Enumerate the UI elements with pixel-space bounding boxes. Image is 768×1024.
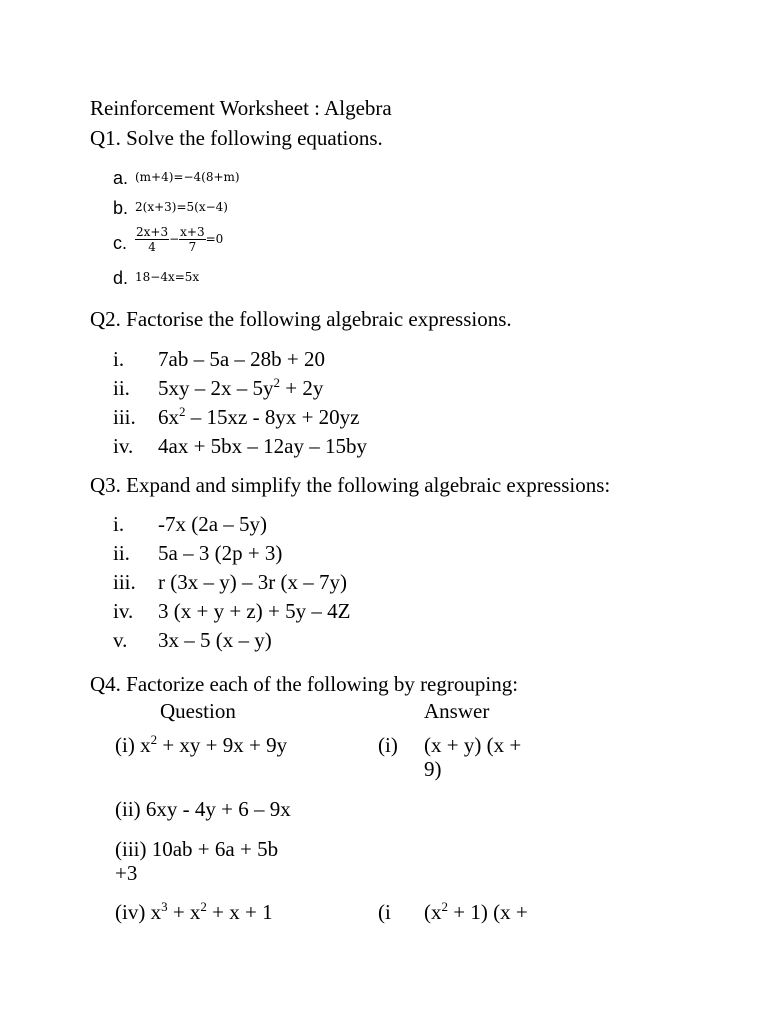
worksheet-title: Reinforcement Worksheet : Algebra bbox=[90, 96, 392, 120]
q1-item-label: d. bbox=[113, 268, 129, 288]
q4-question bbox=[115, 733, 287, 757]
expression-part: + 1) (x + bbox=[448, 900, 528, 924]
expression-part: (i) x bbox=[115, 733, 151, 757]
q2-item-label: iii. bbox=[113, 405, 136, 429]
fraction-numerator: 2x+3 bbox=[136, 225, 169, 239]
expression-part: 6x bbox=[158, 405, 179, 429]
q3-item-expression: 3 (x + y + z) + 5y – 4Z bbox=[158, 599, 351, 623]
exponent: 3 bbox=[161, 899, 168, 914]
expression-part: 5xy – 2x – 5y bbox=[158, 376, 274, 400]
q1-equation-c bbox=[135, 225, 223, 254]
fraction-1 bbox=[135, 225, 169, 254]
q1-item-label: b. bbox=[113, 198, 129, 218]
q1-item-label: c. bbox=[113, 233, 128, 253]
q3-heading: Q3. Expand and simplify the following algebraic expressions: bbox=[90, 473, 611, 497]
equation-rhs: =0 bbox=[205, 232, 224, 246]
q2-item-expression: 7ab – 5a – 28b + 20 bbox=[158, 347, 325, 371]
fraction-denominator: 7 bbox=[188, 240, 197, 254]
q3-item-label: iv. bbox=[113, 599, 134, 623]
q1-item-b bbox=[113, 198, 128, 219]
column-header-question: Question bbox=[160, 699, 236, 723]
q2-item-expression: 4ax + 5bx – 12ay – 15by bbox=[158, 434, 367, 458]
q2-item-label: ii. bbox=[113, 376, 130, 400]
expression-part: + 2y bbox=[280, 376, 324, 400]
q2-item-label: i. bbox=[113, 347, 125, 371]
q1-item-label: a. bbox=[113, 168, 129, 188]
exponent: 2 bbox=[150, 732, 158, 747]
expression-part: – 15xz - 8yx + 20yz bbox=[185, 405, 360, 429]
q2-item-label: iv. bbox=[113, 434, 134, 458]
q4-question: (iii) 10ab + 6a + 5b +3 bbox=[115, 837, 279, 885]
exponent: 2 bbox=[200, 899, 207, 914]
fraction-2 bbox=[179, 225, 205, 254]
fraction-denominator: 4 bbox=[148, 240, 156, 254]
expression-part: (x bbox=[424, 900, 442, 924]
q3-item-expression: 3x – 5 (x – y) bbox=[158, 628, 272, 652]
q1-equation-b: 2(x+3)=5(x−4) bbox=[135, 200, 228, 214]
q1-item-d bbox=[113, 268, 128, 289]
q1-heading: Q1. Solve the following equations. bbox=[90, 126, 383, 150]
q3-item-label: ii. bbox=[113, 541, 130, 565]
q4-answer: (x + y) (x + 9) bbox=[424, 733, 522, 781]
exponent: 2 bbox=[273, 375, 280, 390]
q4-answer-label: (i) bbox=[378, 733, 398, 757]
q3-item-label: i. bbox=[113, 512, 125, 536]
column-header-answer: Answer bbox=[424, 699, 490, 723]
q2-item-expression bbox=[158, 376, 323, 400]
expression-part: + x + 1 bbox=[206, 900, 273, 924]
q4-answer bbox=[424, 900, 528, 924]
q4-answer-label: (i bbox=[378, 900, 391, 924]
exponent: 2 bbox=[441, 899, 448, 914]
fraction-numerator: x+3 bbox=[180, 225, 205, 239]
q4-question: (ii) 6xy - 4y + 6 – 9x bbox=[115, 797, 291, 821]
q3-item-expression: -7x (2a – 5y) bbox=[158, 512, 268, 536]
expression-part: + x bbox=[167, 900, 201, 924]
expression-part: (iv) x bbox=[115, 900, 162, 924]
q4-question bbox=[115, 900, 273, 924]
q4-heading: Q4. Factorize each of the following by regrouping: bbox=[90, 672, 519, 696]
q3-item-expression: r (3x – y) – 3r (x – 7y) bbox=[158, 570, 347, 594]
minus-sign: − bbox=[169, 232, 180, 246]
q3-item-label: v. bbox=[113, 628, 128, 652]
q1-item-a bbox=[113, 168, 128, 189]
q1-item-c bbox=[113, 233, 127, 254]
q1-equation-a: (m+4)=−4(8+m) bbox=[135, 170, 240, 184]
q3-item-expression: 5a – 3 (2p + 3) bbox=[158, 541, 283, 565]
exponent: 2 bbox=[179, 404, 186, 419]
q2-item-expression bbox=[158, 405, 359, 429]
q3-item-label: iii. bbox=[113, 570, 136, 594]
q1-equation-d: 18−4x=5x bbox=[135, 270, 200, 284]
expression-part: + xy + 9x + 9y bbox=[157, 733, 288, 757]
q2-heading: Q2. Factorise the following algebraic expressions. bbox=[90, 307, 512, 331]
